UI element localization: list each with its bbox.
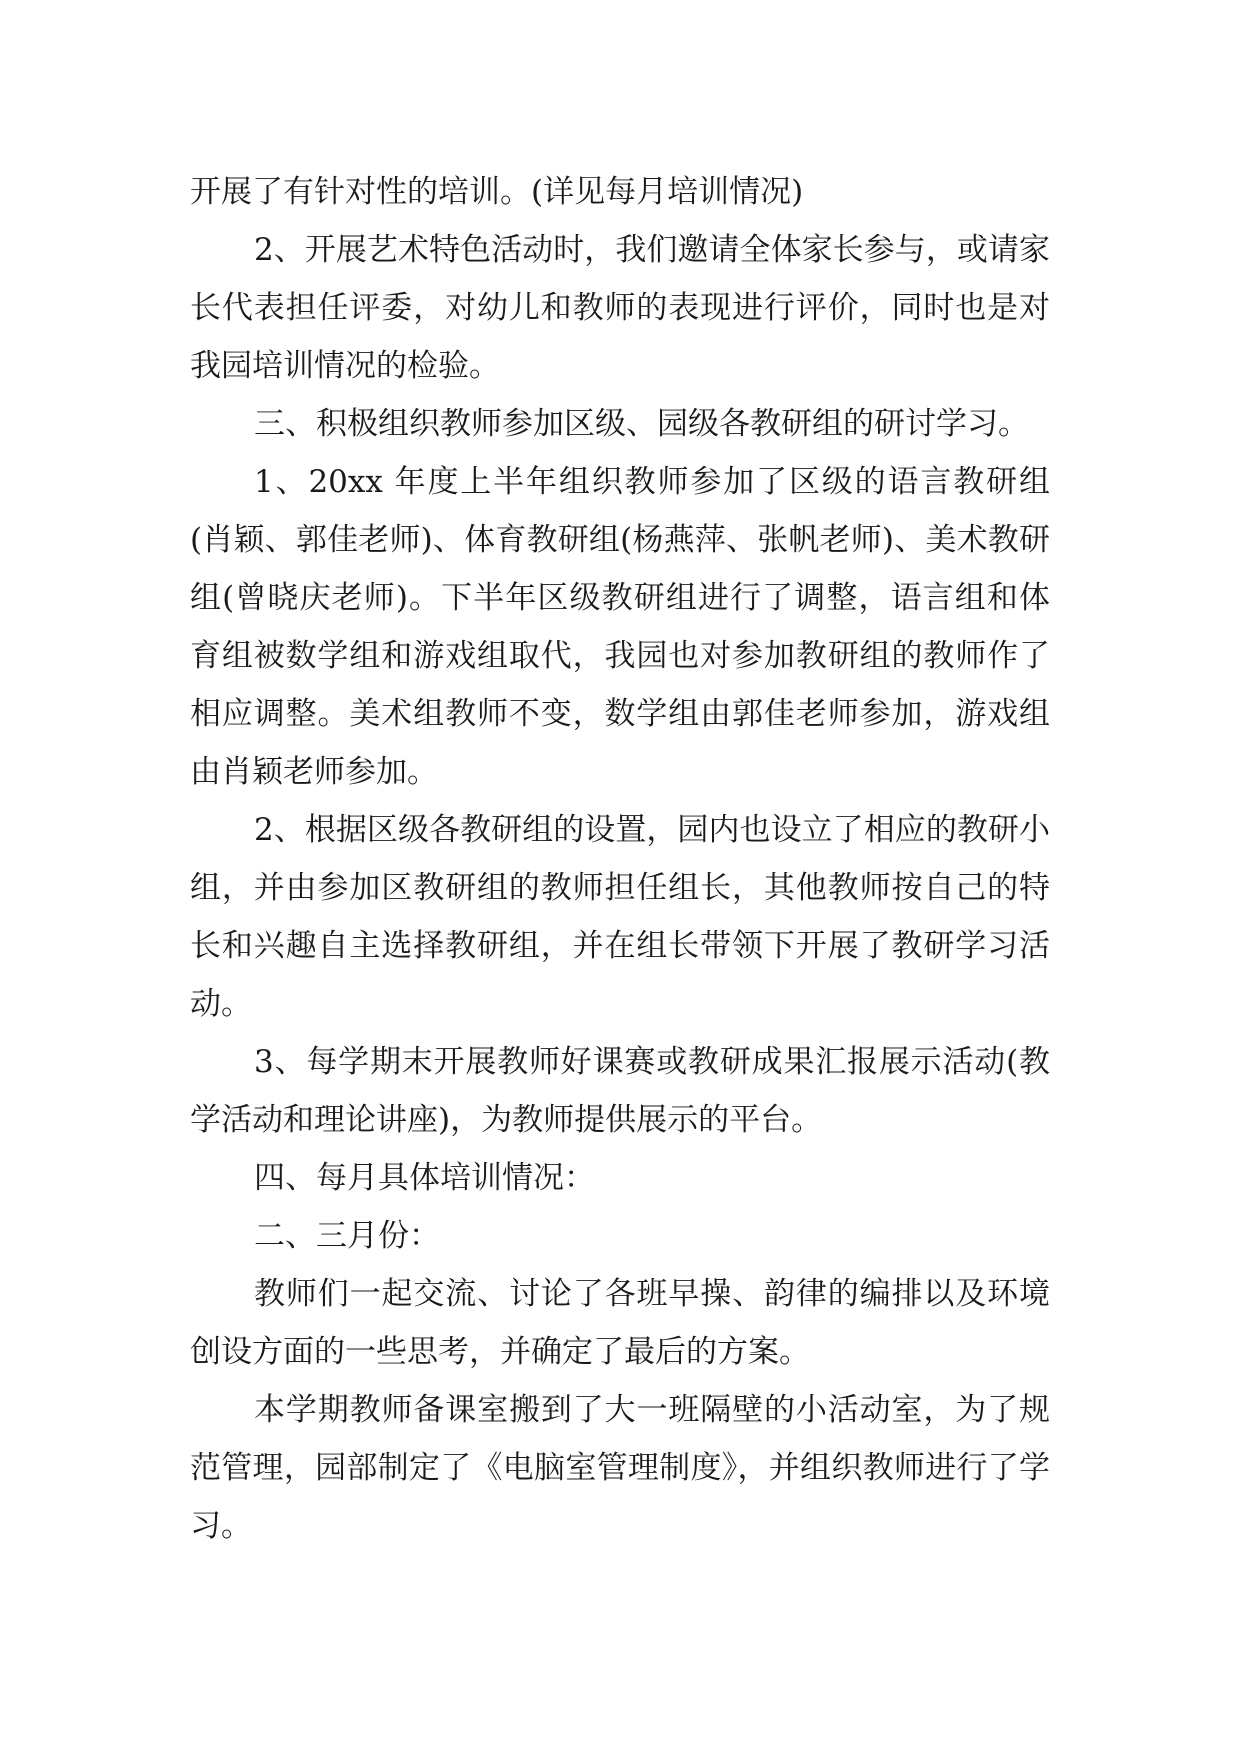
paragraph-training-continuation: 开展了有针对性的培训。(详见每月培训情况) xyxy=(190,174,804,210)
paragraph-internal-groups: 2、根据区级各教研组的设置，园内也设立了相应的教研小组，并由参加区教研组的教师担任组长，其他教师按自己的特长和兴趣自主选择教研组，并在组长带领下开展了教研学习活动。 xyxy=(190,812,1050,1022)
paragraph-discussion: 教师们一起交流、讨论了各班早操、韵律的编排以及环境创设方面的一些思考，并确定了最后的方案。 xyxy=(190,1276,1050,1370)
paragraph-art-activities: 2、开展艺术特色活动时，我们邀请全体家长参与，或请家长代表担任评委，对幼儿和教师的表现进行评价，同时也是对我园培训情况的检验。 xyxy=(190,232,1050,384)
paragraph-showcase: 3、每学期末开展教师好课赛或教研成果汇报展示活动(教学活动和理论讲座)，为教师提供展示的平台。 xyxy=(190,1044,1050,1138)
section-heading-research-study: 三、积极组织教师参加区级、园级各教研组的研讨学习。 xyxy=(254,406,1029,442)
paragraph-computer-room: 本学期教师备课室搬到了大一班隔壁的小活动室，为了规范管理，园部制定了《电脑室管理制度》，并组织教师进行了学习。 xyxy=(190,1392,1050,1544)
subheading-feb-march: 二、三月份： xyxy=(254,1218,440,1254)
paragraph-research-groups: 1、20xx 年度上半年组织教师参加了区级的语言教研组(肖颖、郭佳老师)、体育教研组(杨燕萍、张帆老师)、美术教研组(曾晓庆老师)。下半年区级教研组进行了调整，语言组和体育组被数学组和游戏组取代，我园也对参加教研组的教师作了相应调整。美术组教师不变，数学组由郭佳老师参加，游戏组由肖颖老师参加。 xyxy=(190,464,1050,790)
section-heading-monthly-training: 四、每月具体培训情况： xyxy=(254,1160,595,1196)
document-body xyxy=(190,163,1050,1555)
